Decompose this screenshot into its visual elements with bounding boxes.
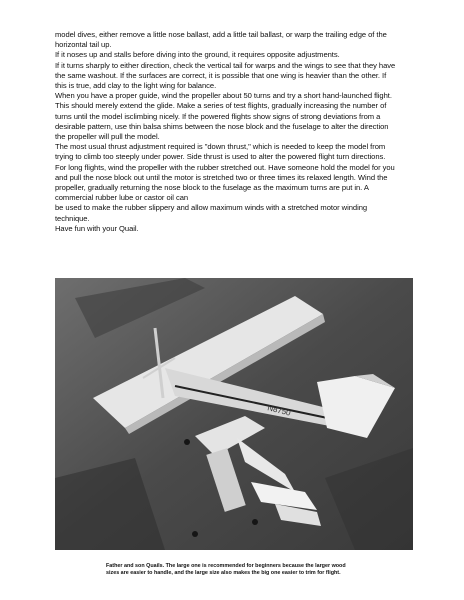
body-line: this is true, add clay to the light wing for balance. [55, 81, 217, 91]
body-line: be used to make the rubber slippery and allow maximum winds with a stretched motor winding [55, 203, 368, 213]
model-airplane-photo [55, 278, 413, 550]
body-line: horizontal tail up. [55, 40, 112, 50]
body-line: If it turns sharply to either direction, check the vertical tail for warps and the wings to see that they have [55, 60, 396, 70]
body-line: technique. [55, 213, 90, 223]
photo-illustration [55, 278, 413, 550]
body-line: the same washout. If the surfaces are correct, it is possible that one wing is heavier than the other. If [55, 70, 387, 80]
body-line: turns until the model isclimbing nicely. If the powered flights show signs of strong deviations from a [55, 111, 381, 121]
body-line: The most usual thrust adjustment required is "down thrust," which is needed to keep the model from [55, 142, 386, 152]
body-text [55, 30, 425, 234]
registration-text: N8750 [266, 403, 292, 418]
body-line: When you have a proper guide, wind the propeller about 50 turns and try a short hand-launched flight. [55, 91, 392, 101]
caption-line: Father and son Quails. The large one is recommended for beginners because the larger wood [106, 563, 346, 569]
body-line: propeller, gradually returning the nose block to the fuselage as the maximum turns are put in. A [55, 183, 369, 193]
body-line: and pull the nose block out until the motor is stretched two or three times its relaxed length. Wind the [55, 172, 388, 182]
body-line: If it noses up and stalls before diving into the ground, it requires opposite adjustments. [55, 50, 340, 60]
body-line: desirable pattern, use thin balsa shims between the nose block and the fuselage to alter the direction [55, 121, 389, 131]
body-line: the propeller will pull the model. [55, 132, 160, 142]
body-line: Have fun with your Quail. [55, 223, 139, 233]
body-line: For long flights, wind the propeller with the rubber stretched out. Have someone hold the model for you [55, 162, 395, 172]
caption-line: sizes are easier to handle, and the large size also makes the big one easier to trim for flight. [106, 570, 341, 576]
photo-caption [106, 563, 376, 577]
body-line: This should merely extend the glide. Make a series of test flights, gradually increasing the number of [55, 101, 387, 111]
body-line: trying to climb too steeply under power. Side thrust is used to alter the powered flight turn directions. [55, 152, 386, 162]
body-line: model dives, either remove a little nose ballast, add a little tail ballast, or warp the trailing edge of the [55, 30, 387, 39]
body-line: commercial rubber lube or castor oil can [55, 193, 189, 203]
